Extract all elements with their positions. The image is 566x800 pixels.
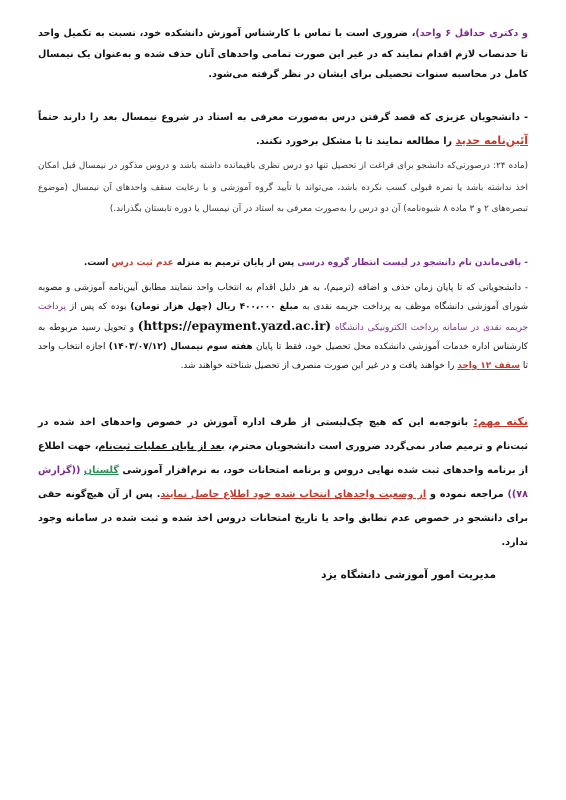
paragraph-text: را مطالعه نمایند تا با مشکل برخورد نکنند. — [256, 135, 453, 147]
deadline-text: هفته سوم نیمسال (۱۴۰۳/۰۷/۱۲) — [108, 342, 253, 352]
paragraph-penalty — [38, 279, 528, 376]
payment-url[interactable]: (https://epayment.yazd.ac.ir) — [137, 319, 332, 333]
paragraph-text: ، جهت اطلاع از برنامه واحدهای ثبت شده نهایی دروس و برنامه امتحانات خود، به نرم‌افزار آموزشی — [38, 441, 528, 476]
paragraph-instructor-introduction — [38, 107, 528, 221]
paragraph-text: مراجعه نموده و — [430, 489, 504, 500]
regulation-link[interactable]: آئین‌نامه جدید — [455, 133, 528, 147]
paragraph-text: باتوجه‌به این که هیچ چک‌لیستی از طرف اداره آموزش در خصوص واحدهای اخذ شده در ثبت‌نام و ترمیم صادر نمی‌گردد ضروری است دانشجویان محترم، — [38, 417, 528, 452]
paragraph-text: و تحویل رسید مربوطه به کارشناس اداره خدمات آموزشی دانشکده محل تحصیل خود، فقط تا پایان — [38, 323, 528, 352]
check-units-text: از وضعیت واحدهای انتخاب شده خود اطلاع حاصل نمایند — [160, 489, 427, 500]
important-note-label: نکته مهم: — [473, 415, 528, 428]
article-24-quote: (ماده ۲۴: درصورتی‌که دانشجو برای فراغت از تحصیل تنها دو درس نظری باقیمانده داشته باشد و دروس مذکور در نیمسال قبل امکان اخذ نداشته باشد یا نمره قبولی کسب نکرده باشد، می‌تواند با تأیید گروه آموزشی و با رعایت سقف واحدهای آن نیمسال (موضوع تبصره‌های ۲ و ۳ ماده ۸ شیوه‌نامه) آن دو درس را به‌صورت معرفی به استاد در آن نیمسال یا دوره تابستان بگذراند.) — [38, 161, 528, 214]
paragraph-text: اجازه انتخاب واحد تا — [38, 342, 528, 371]
paragraph-text: بوده که پس از — [69, 302, 127, 312]
paragraph-text: . پس از آن هیچ‌گونه حقی برای دانشجو در خصوص عدم تطابق واحد یا تاریخ امتحانات دروس اخذ شده و ثبت شده در سامانه وجود ندارد. — [38, 489, 528, 548]
waiting-list-text: - باقی‌ماندن نام دانشجو در لیست انتظار گروه درسی — [297, 258, 528, 268]
paragraph-text: پس از پایان ترمیم به منزله — [176, 258, 295, 268]
paragraph-text: است. — [83, 258, 109, 268]
penalty-amount: مبلغ ۴۰۰،۰۰۰ ریال (چهل هزار تومان) — [130, 302, 299, 312]
golestan-text: گلستان — [83, 465, 119, 476]
signature: مدیریت امور آموزشی دانشگاه یزد — [321, 569, 496, 581]
after-registration-text: بعد از پایان عملیات ثبت‌نام — [98, 441, 225, 452]
paragraph-important-note — [38, 410, 528, 555]
payment-system-text: پرداخت جریمه نقدی در سامانه پرداخت الکترونیکی دانشگاه — [38, 302, 528, 333]
paragraph-text: را خواهند یافت و در غیر این صورت منصرف از تحصیل شناخته خواهند شد. — [180, 361, 455, 371]
paragraph-text: - دانشجویانی که تا پایان زمان حذف و اضافه (ترمیم)، به هر دلیل اقدام به انتخاب واحد ننمایند مطابق آیین‌نامه آموزشی و مصوبه شورای آموزشی دانشگاه موظف به پرداخت جریمه نقدی به — [38, 283, 528, 312]
unit-cap-text: سقف ۱۲ واحد — [457, 361, 520, 371]
paragraph-text: - دانشجویان عزیزی که قصد گرفتن درس به‌صورت معرفی به استاد در شروع نیمسال بعد را دارند حتماً — [38, 112, 528, 123]
phd-minimum-note: و دکتری حداقل ۶ واحد) — [415, 28, 528, 39]
paragraph-waiting-list — [38, 258, 528, 268]
not-registered-text: عدم ثبت درس — [111, 258, 174, 268]
paragraph-text: ، ضروری است با تماس با کارشناس آموزش دانشکده خود، نسبت به تکمیل واحد تا حدنصاب لازم اقدام نمایند که در غیر این صورت تمامی واحدهای آنان حذف شده و به‌عنوان یک نیمسال کامل در محاسبه سنوات تحصیلی برای ایشان در نظر گرفته می‌شود. — [38, 28, 528, 80]
report-78-text: ((گزارش ۷۸)) — [38, 465, 529, 500]
paragraph-minimum-units — [38, 24, 528, 86]
paragraph-heading — [38, 107, 528, 153]
